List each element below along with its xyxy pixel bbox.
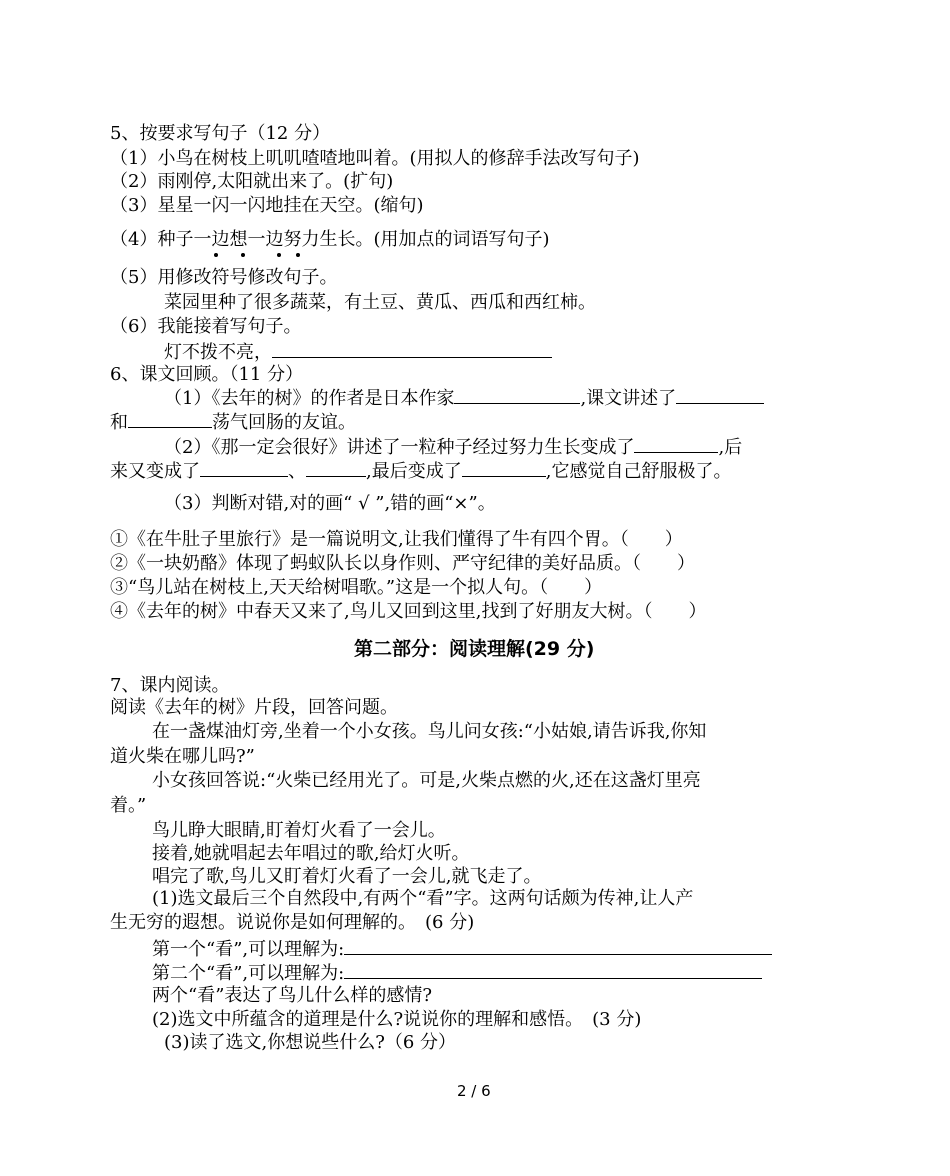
answer-blank[interactable] bbox=[272, 340, 552, 358]
passage-para4: 接着,她就唱起去年唱过的歌,给灯火听。 bbox=[152, 843, 470, 864]
q5-item-2: （2）雨刚停,太阳就出来了。(扩句) bbox=[110, 171, 394, 192]
judge-item-2[interactable]: ②《一块奶酪》体现了蚂蚁队长以身作则、严守纪律的美好品质。（ ） bbox=[110, 553, 695, 574]
answer-blank-stage4[interactable] bbox=[462, 459, 546, 477]
answer-line-first-look[interactable] bbox=[344, 937, 772, 955]
q5-item-3: （3）星星一闪一闪地挂在天空。(缩句) bbox=[110, 195, 424, 216]
q7-intro: 阅读《去年的树》片段，回答问题。 bbox=[110, 697, 398, 718]
q6-p1-line1 bbox=[164, 386, 764, 410]
q5-item-6-prompt: 灯不拨不亮， bbox=[164, 342, 272, 363]
emphasis-dot bbox=[241, 253, 245, 257]
q5-item-6-line bbox=[164, 340, 552, 364]
answer-blank-stage2[interactable] bbox=[200, 459, 288, 477]
emphasis-dot bbox=[277, 253, 281, 257]
judge-item-1[interactable]: ①《在牛肚子里旅行》是一篇说明文,让我们懂得了牛有四个胃。（ ） bbox=[110, 529, 683, 550]
q6-p2-text-d: 、 bbox=[288, 461, 306, 482]
page-number: 2 / 6 bbox=[457, 1082, 491, 1100]
answer-blank-author[interactable] bbox=[454, 386, 580, 404]
q6-p3: （3）判断对错,对的画“ √ ”,错的画“×”。 bbox=[164, 493, 496, 514]
subq1-answer-c: 两个“看”表达了鸟儿什么样的感情? bbox=[152, 985, 433, 1006]
q5-item-1: （1）小鸟在树枝上叽叽喳喳地叫着。(用拟人的修辞手法改写句子) bbox=[110, 148, 640, 169]
answer-line-second-look[interactable] bbox=[344, 961, 762, 979]
part2-heading: 第二部分：阅读理解(29 分) bbox=[354, 638, 595, 660]
answer-blank-friend2[interactable] bbox=[128, 410, 212, 428]
q6-p1-text-d: 荡气回肠的友谊。 bbox=[212, 412, 356, 433]
q5-title: 5、按要求写句子（12 分） bbox=[110, 123, 331, 144]
q6-p1-text-c: 和 bbox=[110, 412, 128, 433]
q7-title: 7、课内阅读。 bbox=[110, 675, 230, 696]
subq1-answer-b-label: 第二个“看”,可以理解为: bbox=[152, 963, 345, 984]
answer-blank-stage3[interactable] bbox=[306, 459, 366, 477]
subq3: (3)读了选文,你想说些什么?（6 分） bbox=[164, 1032, 457, 1053]
subq1-line2: 生无穷的遐想。说说你是如何理解的。 (6 分) bbox=[110, 912, 475, 933]
q6-p2-text-a: （2）《那一定会很好》讲述了一粒种子经过努力生长变成了 bbox=[164, 437, 635, 458]
q6-p2-line2 bbox=[110, 459, 731, 483]
q6-p1-text-b: ,课文讲述了 bbox=[580, 388, 677, 409]
q5-item-6: （6）我能接着写句子。 bbox=[110, 316, 302, 337]
emphasis-dot bbox=[296, 253, 300, 257]
q6-p2-text-e: ,最后变成了 bbox=[366, 461, 462, 482]
q6-p1-line2 bbox=[110, 410, 356, 434]
subq1-answer-a-label: 第一个“看”,可以理解为: bbox=[152, 939, 345, 960]
subq1-answer-b bbox=[152, 961, 762, 985]
answer-blank-stage1[interactable] bbox=[634, 435, 718, 453]
passage-para2-line2: 着。” bbox=[110, 795, 147, 816]
passage-para1-line1: 在一盏煤油灯旁,坐着一个小女孩。鸟儿问女孩:“小姑娘,请告诉我,你知 bbox=[152, 721, 707, 742]
q6-p2-text-b: ,后 bbox=[718, 437, 743, 458]
judge-item-4[interactable]: ④《去年的树》中春天又来了,鸟儿又回到这里,找到了好朋友大树。（ ） bbox=[110, 601, 707, 622]
judge-item-3[interactable]: ③“鸟儿站在树枝上,天天给树唱歌。”这是一个拟人句。（ ） bbox=[110, 577, 603, 598]
q6-p2-text-c: 来又变成了 bbox=[110, 461, 200, 482]
emphasis-dot bbox=[214, 253, 218, 257]
answer-blank-friend1[interactable] bbox=[676, 386, 764, 404]
q5-item-5-sentence: 菜园里种了很多蔬菜，有土豆、黄瓜、西瓜和西红柿。 bbox=[164, 292, 596, 313]
passage-para2-line1: 小女孩回答说:“火柴已经用光了。可是,火柴点燃的火,还在这盏灯里亮 bbox=[152, 770, 701, 791]
q6-p2-line1 bbox=[164, 435, 742, 459]
q6-title: 6、课文回顾。（11 分） bbox=[110, 364, 304, 385]
passage-para1-line2: 道火柴在哪儿吗?” bbox=[110, 746, 255, 767]
passage-para5: 唱完了歌,鸟儿又盯着灯火看了一会儿,就飞走了。 bbox=[152, 866, 542, 887]
q5-item-5: （5）用修改符号修改句子。 bbox=[110, 267, 338, 288]
subq2: (2)选文中所蕴含的道理是什么?说说你的理解和感悟。 (3 分) bbox=[152, 1009, 642, 1030]
subq1-line1: (1)选文最后三个自然段中,有两个“看”字。这两句话颇为传神,让人产 bbox=[152, 888, 694, 909]
passage-para3: 鸟儿睁大眼睛,盯着灯火看了一会儿。 bbox=[152, 820, 446, 841]
q6-p2-text-f: ,它感觉自己舒服极了。 bbox=[545, 461, 732, 482]
subq1-answer-a bbox=[152, 937, 772, 961]
q6-p1-text-a: （1）《去年的树》的作者是日本作家 bbox=[164, 388, 455, 409]
q5-item-4: （4）种子一边想一边努力生长。(用加点的词语写句子) bbox=[110, 229, 550, 250]
